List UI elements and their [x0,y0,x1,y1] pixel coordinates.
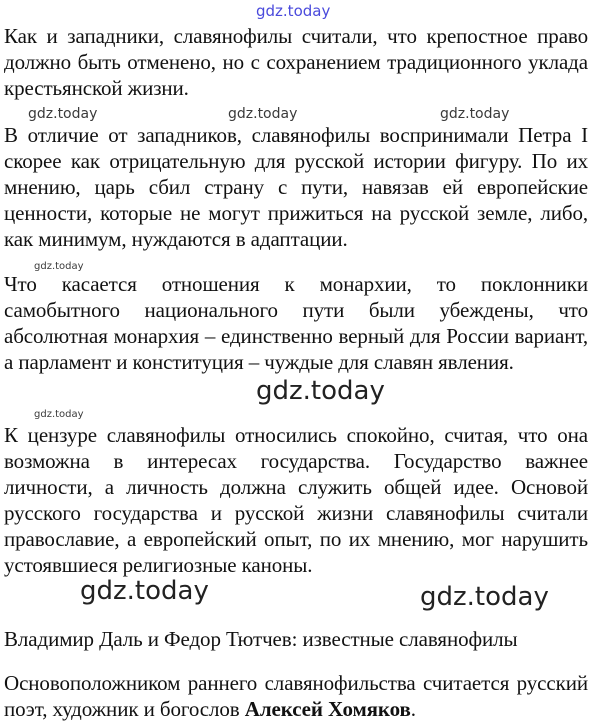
watermark: gdz.today [28,106,98,122]
paragraph-peter-first: В отличие от западников, славянофилы воспринимали Петра I скорее как отрицательную для русской истории фигуру. По их мнению, царь сбил страну с пути, навязав ей европейские ценности, которые не могут прижиться на русской земле, либо, как минимум, нуждаются в адаптации. [4,123,588,251]
watermark: gdz.today [34,261,84,272]
watermark: gdz.today [34,409,84,420]
paragraph-monarchy: Что касается отношения к монархии, то поклонники самобытного национального пути были убеждены, что абсолютная монархия – единственно верный для России вариант, а парламент и конституция – чуждые для славян явления. [4,272,588,374]
watermark: gdz.today [440,106,510,122]
paragraph-khomyakov [4,670,588,722]
paragraph-serfdom: Как и западники, славянофилы считали, что крепостное право должно быть отменено, но с сохранением традиционного уклада крестьянской жизни. [4,24,588,100]
paragraph-khomyakov-text: Основоположником раннего славянофильства считается русский поэт, художник и богослов [4,671,588,721]
watermark: gdz.today [80,576,209,606]
heading-dal-tyutchev: Владимир Даль и Федор Тютчев: известные славянофилы [4,627,518,651]
paragraph-censorship: К цензуре славянофилы относились спокойно, считая, что она возможна в интересах государства. Государство важнее личности, а личность должна служить общей идее. Основой русского государства и русской жизни славянофилы считали православие, а европейский опыт, по их мнению, мог нарушить устоявшиеся религиозные каноны. [4,423,588,577]
watermark: gdz.today [420,582,549,612]
watermark: gdz.today [228,106,298,122]
khomyakov-name: Алексей Хомяков [244,697,411,721]
watermark: gdz.today [256,376,385,406]
watermark-top: gdz.today [256,2,331,20]
paragraph-khomyakov-end: . [410,697,416,721]
